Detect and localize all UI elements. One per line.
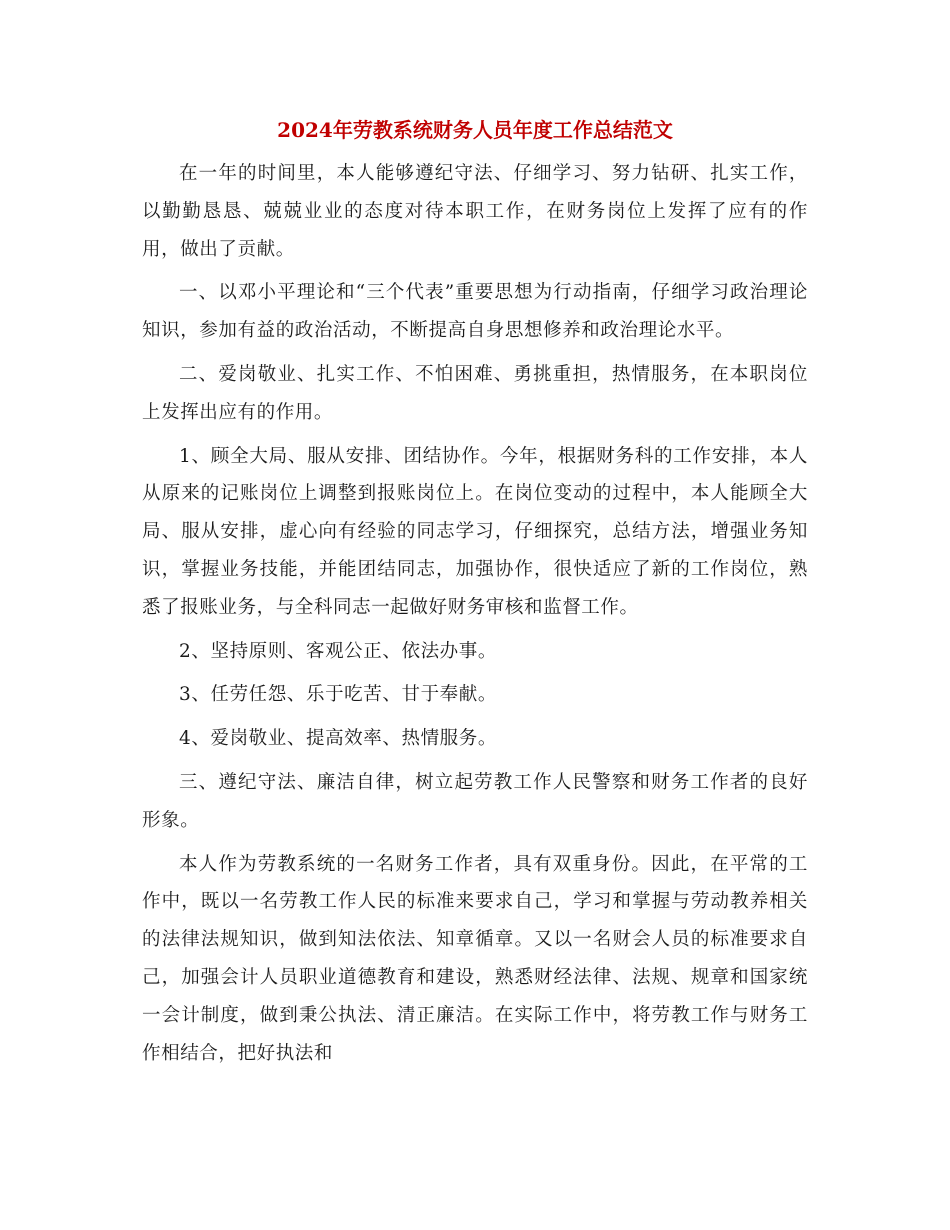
paragraph-item-4: 4、爱岗敬业、提高效率、热情服务。 xyxy=(179,728,497,750)
document-body xyxy=(142,155,808,1078)
paragraph-section-2: 二、爱岗敬业、扎实工作、不怕困难、勇挑重担，热情服务，在本职岗位上发挥出应有的作用。 xyxy=(142,363,808,423)
document-title: 2024年劳教系统财务人员年度工作总结范文 xyxy=(277,118,673,142)
paragraph-item-3: 3、任劳任怨、乐于吃苦、甘于奉献。 xyxy=(179,684,497,706)
paragraph-dual-role: 本人作为劳教系统的一名财务工作者，具有双重身份。因此，在平常的工作中，既以一名劳教工作人民的标准来要求自己，学习和掌握与劳动教养相关的法律法规知识，做到知法依法、知章循章。又以一名财会人员的标准要求自己，加强会计人员职业道德教育和建设，熟悉财经法律、法规、规章和国家统一会计制度，做到秉公执法、清正廉洁。在实际工作中，将劳教工作与财务工作相结合，把好执法和 xyxy=(142,853,808,1064)
paragraph-item-2: 2、坚持原则、客观公正、依法办事。 xyxy=(179,640,497,662)
paragraph-section-1: 一、以邓小平理论和“三个代表”重要思想为行动指南，仔细学习政治理论知识，参加有益的政治活动，不断提高自身思想修养和政治理论水平。 xyxy=(142,282,808,342)
paragraph-intro: 在一年的时间里，本人能够遵纪守法、仔细学习、努力钻研、扎实工作，以勤勤恳恳、兢兢业业的态度对待本职工作，在财务岗位上发挥了应有的作用，做出了贡献。 xyxy=(142,163,808,260)
paragraph-item-1: 1、顾全大局、服从安排、团结协作。今年，根据财务科的工作安排，本人从原来的记账岗位上调整到报账岗位上。在岗位变动的过程中，本人能顾全大局、服从安排，虚心向有经验的同志学习，仔细探究，总结方法，增强业务知识，掌握业务技能，并能团结同志，加强协作，很快适应了新的工作岗位，熟悉了报账业务，与全科同志一起做好财务审核和监督工作。 xyxy=(142,445,808,618)
paragraph-section-3: 三、遵纪守法、廉洁自律，树立起劳教工作人民警察和财务工作者的良好形象。 xyxy=(142,771,808,831)
